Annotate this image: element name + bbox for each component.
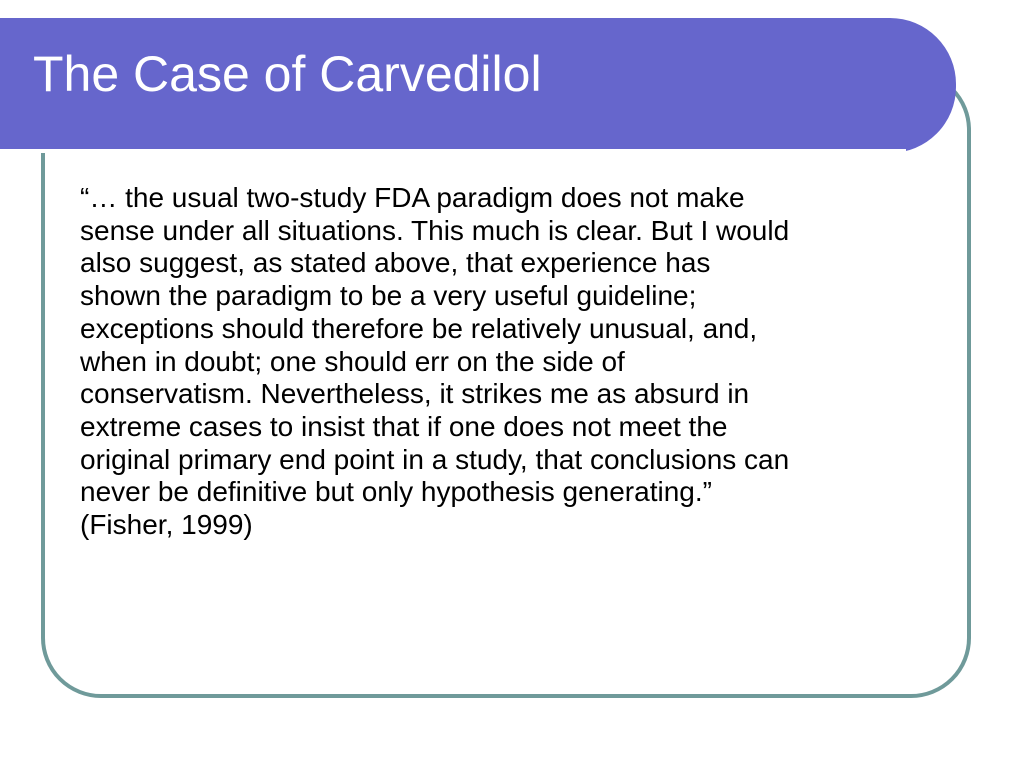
quote-citation: (Fisher, 1999) — [80, 509, 253, 541]
quote-line: “… the usual two-study FDA paradigm does not make — [80, 182, 745, 213]
quote-line: sense under all situations. This much is clear. But I would — [80, 214, 790, 246]
quote-line: when in doubt; one should err on the side of — [80, 345, 625, 377]
quote-line: never be definitive but only hypothesis generating.” — [80, 476, 712, 508]
quote-text — [80, 182, 960, 542]
quote-line: also suggest, as stated above, that experience has — [80, 247, 711, 279]
title-underline — [0, 149, 906, 153]
quote-line: extreme cases to insist that if one does not meet the — [80, 410, 728, 442]
quote-line: conservatism. Nevertheless, it strikes me as absurd in — [80, 378, 750, 410]
quote-line: shown the paradigm to be a very useful guideline; — [80, 280, 697, 312]
slide-title: The Case of Carvedilol — [33, 46, 542, 102]
quote-line: exceptions should therefore be relatively unusual, and, — [80, 312, 758, 344]
quote-line: original primary end point in a study, that conclusions can — [80, 443, 790, 475]
